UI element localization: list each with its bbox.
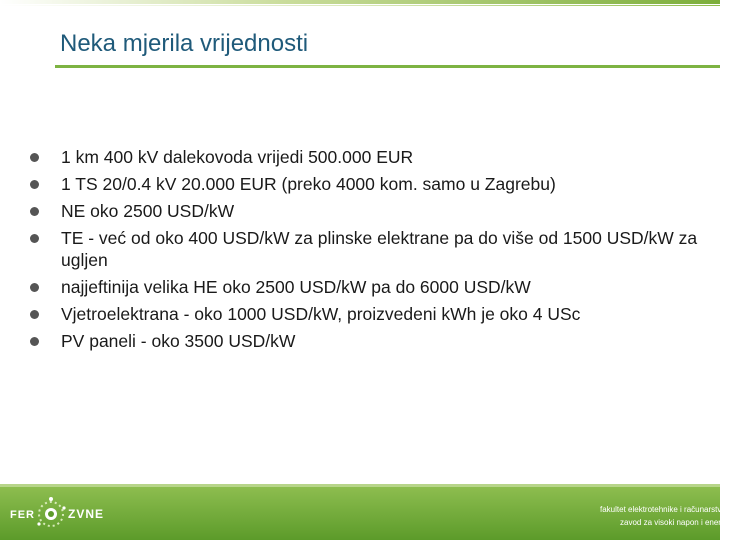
list-item: [30, 276, 700, 298]
bullet-list: [30, 146, 700, 357]
fer-logo: FER: [10, 509, 35, 521]
top-decor-line: [0, 5, 720, 6]
list-item: [30, 303, 700, 325]
bullet-dot-icon: [30, 337, 39, 346]
list-item: [30, 200, 700, 222]
list-item: [30, 227, 700, 271]
list-item: [30, 146, 700, 168]
bullet-text: PV paneli - oko 3500 USD/kW: [61, 331, 296, 351]
list-item: [30, 173, 700, 195]
bullet-dot-icon: [30, 180, 39, 189]
zvne-emblem-icon: [33, 494, 69, 534]
department-name: zavod za visoki napon i energetiku: [620, 518, 742, 527]
bullet-dot-icon: [30, 283, 39, 292]
list-item: [30, 330, 700, 352]
slide-title: Neka mjerila vrijednosti: [60, 30, 309, 57]
bullet-dot-icon: [30, 153, 39, 162]
zvne-logo: ZVNE: [68, 507, 105, 521]
bullet-text: TE - već od oko 400 USD/kW za plinske elektrane pa do više od 1500 USD/kW za ugljen: [61, 228, 698, 270]
bullet-text: najjeftinija velika HE oko 2500 USD/kW pa do 6000 USD/kW: [61, 277, 531, 297]
bullet-text: NE oko 2500 USD/kW: [61, 201, 235, 221]
bullet-text: Vjetroelektrana - oko 1000 USD/kW, proizvedeni kWh je oko 4 USc: [61, 304, 581, 324]
bullet-dot-icon: [30, 207, 39, 216]
bullet-text: 1 km 400 kV dalekovoda vrijedi 500.000 EUR: [61, 147, 414, 167]
top-decor-bar: [0, 0, 720, 4]
bullet-text: 1 TS 20/0.4 kV 20.000 EUR (preko 4000 kom. samo u Zagrebu): [61, 174, 556, 194]
bullet-dot-icon: [30, 234, 39, 243]
title-underline: [55, 65, 720, 68]
faculty-name: fakultet elektrotehnike i računarstva: [600, 505, 726, 514]
bullet-dot-icon: [30, 310, 39, 319]
